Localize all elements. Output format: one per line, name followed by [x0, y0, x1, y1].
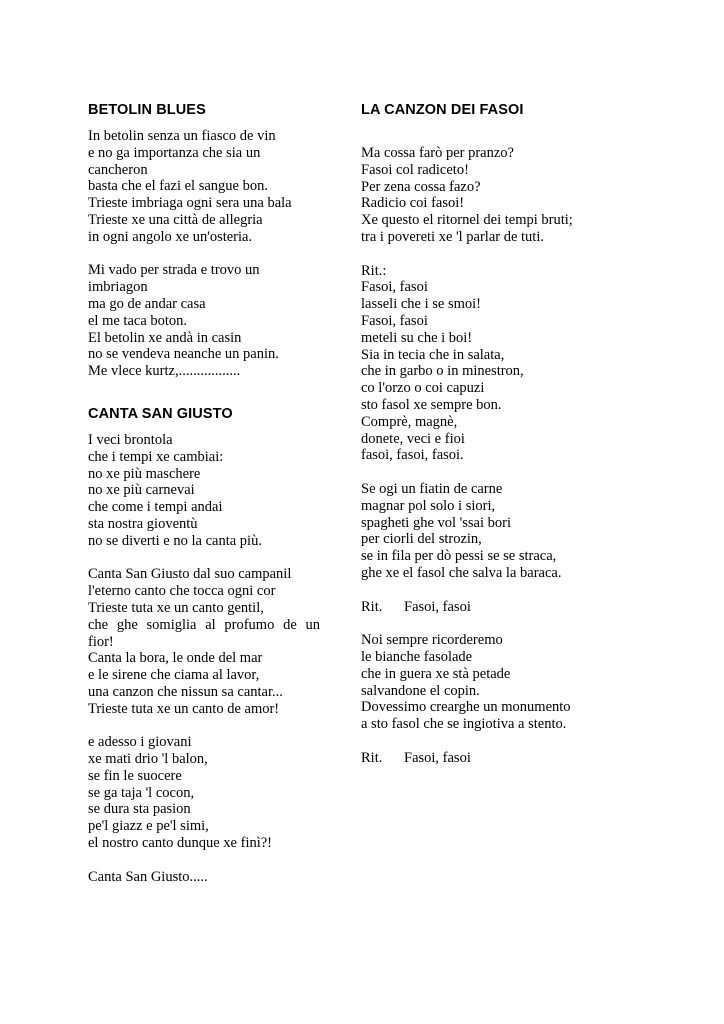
- verse-line: e no ga importanza che sia un: [88, 144, 261, 161]
- verse-line: Fasoi, fasoi: [361, 279, 428, 296]
- verse-line: no se diverti e no la canta più.: [88, 532, 262, 549]
- fasoi-rit-1: [361, 599, 621, 616]
- verse-line: [361, 750, 621, 767]
- verse-line: Sia in tecia che in salata,: [361, 346, 505, 363]
- rit-label: Rit.: [361, 598, 383, 615]
- betolin-stanza-2: [88, 262, 320, 380]
- verse-line: che i tempi xe cambiai:: [88, 448, 224, 465]
- verse-line: Rit.:: [361, 262, 387, 279]
- verse-line: le bianche fasolade: [361, 648, 473, 665]
- verse-line: El betolin xe andà in casin: [88, 329, 242, 346]
- verse-line: Dovessimo crearghe un monumento: [361, 699, 571, 716]
- fasoi-rit-2: [361, 750, 621, 767]
- fasoi-chorus: [361, 263, 621, 465]
- verse-line: l'eterno canto che tocca ogni cor: [88, 583, 276, 600]
- verse-line: a sto fasol che se ingiotiva a stento.: [361, 716, 567, 733]
- verse-line: tra i povereti xe 'l parlar de tuti.: [361, 228, 544, 245]
- verse-line: co l'orzo o coi capuzi: [361, 380, 485, 397]
- verse-line: una canzon che nissun sa cantar...: [88, 683, 283, 700]
- verse-line: sto fasol xe sempre bon.: [361, 396, 502, 413]
- verse-line: Trieste imbriaga ogni sera una bala: [88, 195, 292, 212]
- verse-line: Canta San Giusto dal suo campanil: [88, 566, 292, 583]
- fasoi-stanza-1: [361, 145, 621, 246]
- verse-line: Mi vado per strada e trovo un: [88, 262, 260, 279]
- verse-line: no se vendeva neanche un panin.: [88, 346, 279, 363]
- verse-line: Trieste tuta xe un canto de amor!: [88, 700, 280, 717]
- verse-line: magnar pol solo i siori,: [361, 497, 496, 514]
- verse-line: salvandone el copin.: [361, 682, 480, 699]
- verse-line: lasseli che i se smoi!: [361, 296, 482, 313]
- fasoi-title: LA CANZON DEI FASOI: [361, 102, 524, 118]
- verse-line: fior!: [88, 633, 114, 650]
- verse-line: fasoi, fasoi, fasoi.: [361, 447, 464, 464]
- verse-line: se fin le suocere: [88, 767, 182, 784]
- verse-line: che in guera xe stà petade: [361, 665, 511, 682]
- verse-line: e le sirene che ciama al lavor,: [88, 667, 260, 684]
- verse-line: Fasoi col radiceto!: [361, 161, 469, 178]
- verse-line: spagheti ghe vol 'ssai bori: [361, 514, 512, 531]
- verse-line: se in fila per dò pessi se se straca,: [361, 548, 557, 565]
- verse-line: se dura sta pasion: [88, 801, 191, 818]
- betolin-stanza-1: [88, 128, 320, 246]
- verse-line: xe mati drio 'l balon,: [88, 751, 208, 768]
- verse-line: el nostro canto dunque xe finì?!: [88, 835, 273, 852]
- verse-line: che come i tempi andai: [88, 499, 223, 516]
- verse-line: Me vlece kurtz,.................: [88, 363, 241, 380]
- right-column: [361, 100, 621, 766]
- verse-line: Canta la bora, le onde del mar: [88, 650, 263, 667]
- rit-label: Rit.: [361, 749, 383, 766]
- verse-line: Comprè, magnè,: [361, 413, 458, 430]
- verse-line: no xe più maschere: [88, 465, 201, 482]
- verse-line: Noi sempre ricorderemo: [361, 632, 503, 649]
- verse-line: [361, 599, 621, 616]
- verse-line: Radicio coi fasoi!: [361, 195, 465, 212]
- verse-line: Ma cossa farò per pranzo?: [361, 145, 514, 161]
- verse-line: sta nostra gioventù: [88, 515, 198, 532]
- verse-line: Xe questo el ritornel dei tempi bruti;: [361, 212, 573, 229]
- verse-line: cancheron: [88, 161, 148, 178]
- verse-line: basta che el fazi el sangue bon.: [88, 178, 268, 195]
- canta-closing: [88, 869, 320, 886]
- left-column: [88, 100, 320, 885]
- betolin-title: BETOLIN BLUES: [88, 102, 206, 118]
- fasoi-stanza-2: [361, 481, 621, 582]
- verse-line: Canta San Giusto.....: [88, 868, 208, 885]
- rit-text: Fasoi, fasoi: [404, 598, 471, 615]
- verse-line: meteli su che i boi!: [361, 329, 473, 346]
- verse-line: e adesso i giovani: [88, 734, 192, 751]
- verse-line: ghe xe el fasol che salva la baraca.: [361, 564, 562, 581]
- canta-stanza-1: [88, 432, 320, 550]
- fasoi-stanza-3: [361, 632, 621, 733]
- verse-line: imbriagon: [88, 279, 148, 296]
- verse-line: per ciorli del strozin,: [361, 531, 482, 548]
- canta-stanza-2: [88, 566, 320, 717]
- verse-line: che ghe somiglia al profumo de un: [88, 616, 320, 633]
- verse-line: Trieste tuta xe un canto gentil,: [88, 599, 264, 616]
- canta-stanza-3: [88, 734, 320, 852]
- verse-line: I veci brontola: [88, 431, 173, 448]
- verse-line: no xe più carnevai: [88, 482, 195, 499]
- verse-line: Fasoi, fasoi: [361, 312, 428, 329]
- verse-line: el me taca boton.: [88, 312, 188, 329]
- verse-line: in ogni angolo xe un'osteria.: [88, 228, 253, 245]
- verse-line: Trieste xe una città de allegria: [88, 211, 263, 228]
- verse-line: In betolin senza un fiasco de vin: [88, 128, 276, 144]
- verse-line: donete, veci e fioi: [361, 430, 465, 447]
- verse-line: Per zena cossa fazo?: [361, 178, 481, 195]
- canta-title: CANTA SAN GIUSTO: [88, 405, 233, 422]
- verse-line: Se ogi un fiatin de carne: [361, 480, 503, 497]
- verse-line: pe'l giazz e pe'l simi,: [88, 818, 209, 835]
- verse-line: che in garbo o in minestron,: [361, 363, 524, 380]
- verse-line: se ga taja 'l cocon,: [88, 784, 195, 801]
- verse-line: ma go de andar casa: [88, 295, 206, 312]
- rit-text: Fasoi, fasoi: [404, 749, 471, 766]
